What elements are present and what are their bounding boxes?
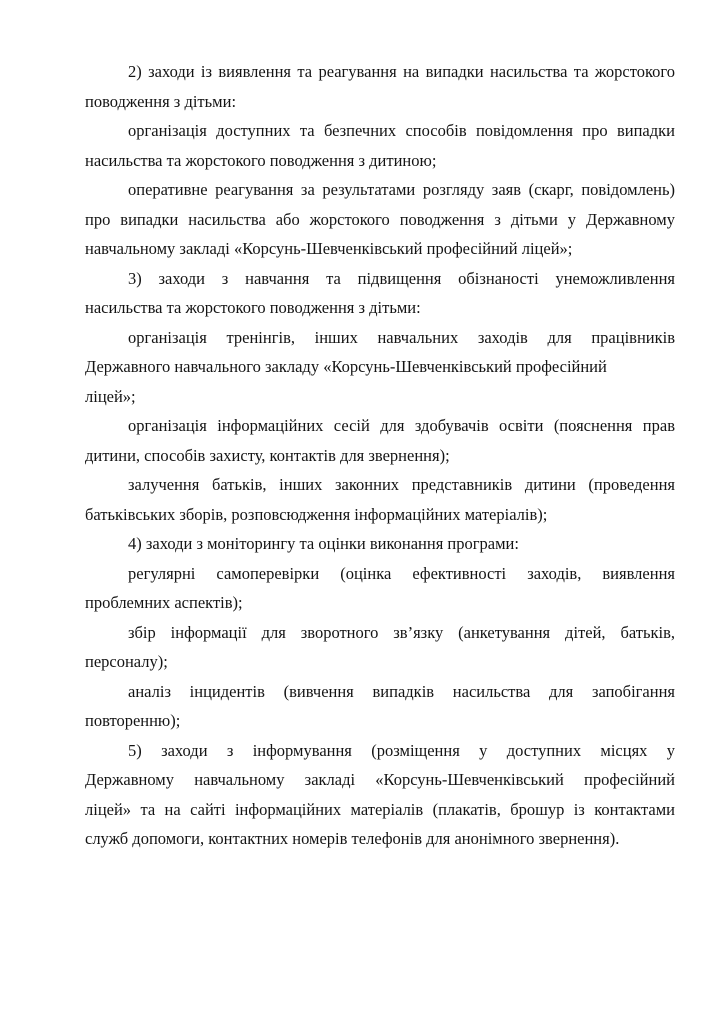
text-line: навчальному закладі «Корсунь-Шевченківський професійний ліцей»;: [85, 239, 573, 258]
text-line: Державного навчального закладу «Корсунь-Шевченківський професійний: [85, 357, 607, 376]
text-line: організація тренінгів, інших навчальних заходів для працівників: [128, 327, 675, 347]
text-line: 3) заходи з навчання та підвищення обізнаності унеможливлення: [128, 268, 675, 288]
text-line: 2) заходи із виявлення та реагування на випадки насильства та жорстокого: [128, 62, 675, 81]
text-line: проблемних аспектів);: [85, 593, 243, 612]
text-line: організація інформаційних сесій для здобувачів освіти (пояснення прав: [128, 416, 675, 435]
text-line: персоналу);: [85, 652, 168, 671]
text-line: 5) заходи з інформування (розміщення у доступних місцях у: [128, 740, 675, 760]
text-line: Державному навчальному закладі «Корсунь-Шевченківський професійний: [85, 770, 675, 789]
text-line: повторенню);: [85, 711, 181, 730]
text-line: ліцей» та на сайті інформаційних матеріалів (плакатів, брошур із контактами: [85, 799, 675, 819]
text-line: насильства та жорстокого поводження з дітьми:: [85, 298, 421, 317]
text-line: ліцей»;: [85, 386, 136, 406]
text-line: поводження з дітьми:: [85, 91, 237, 111]
document-body: [85, 57, 675, 854]
text-line: насильства та жорстокого поводження з дитиною;: [85, 150, 437, 170]
text-line: батьківських зборів, розповсюдження інформаційних матеріалів);: [85, 504, 548, 524]
text-line: про випадки насильства або жорстокого поводження з дітьми у Державному: [85, 209, 675, 229]
text-line: регулярні самоперевірки (оцінка ефективності заходів, виявлення: [128, 563, 675, 583]
text-line: організація доступних та безпечних способів повідомлення про випадки: [128, 121, 675, 140]
text-line: збір інформації для зворотного зв’язку (анкетування дітей, батьків,: [128, 622, 675, 642]
text-line: дитини, способів захисту, контактів для звернення);: [85, 445, 450, 465]
text-line: 4) заходи з моніторингу та оцінки виконання програми:: [128, 534, 519, 553]
text-line: аналіз інцидентів (вивчення випадків насильства для запобігання: [128, 681, 675, 701]
text-line: залучення батьків, інших законних представників дитини (проведення: [128, 475, 675, 494]
text-line: служб допомоги, контактних номерів телефонів для анонімного звернення).: [85, 829, 620, 848]
text-line: оперативне реагування за результатами розгляду заяв (скарг, повідомлень): [128, 180, 675, 199]
